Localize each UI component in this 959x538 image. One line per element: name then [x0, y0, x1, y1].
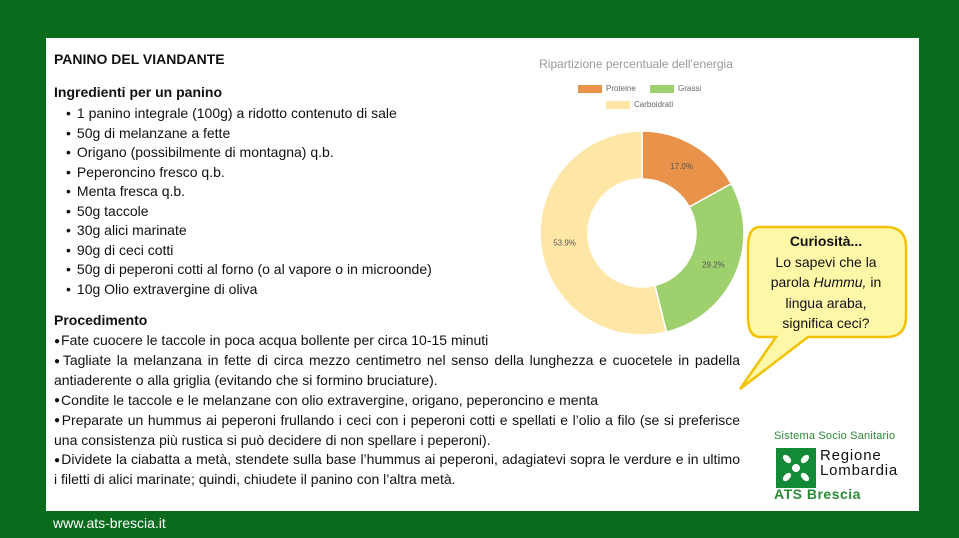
ingredient-item: • 1 panino integrale (100g) a ridotto contenuto di sale	[66, 104, 432, 124]
region-line: Regione	[820, 447, 882, 464]
procedure-step	[54, 391, 740, 411]
legend-label: Grassi	[678, 84, 702, 93]
curiosity-line: Lo sapevi che la	[775, 253, 877, 270]
donut-label-carboidrati: 53.9%	[553, 238, 576, 248]
ingredient-item: • Menta fresca q.b.	[66, 182, 432, 202]
bullet-icon: ●	[54, 355, 62, 367]
region-line: Lombardia	[820, 462, 899, 479]
chart-title: Ripartizione percentuale dell'energia	[539, 57, 733, 71]
curiosity-italic-word: Hummu,	[813, 274, 867, 290]
bullet-icon: ●	[54, 335, 61, 347]
procedure-step-text: Dividete la ciabatta a metà, stendete sulla base l’hummus ai peperoni, adagiatevi sopra le verdure e in ultimo i filetti di alici marinate; quindi, chiudete il panino con l’altra metà.	[54, 451, 740, 488]
regione-lombardia-emblem-icon	[776, 448, 816, 488]
regione-lombardia-name	[820, 448, 898, 478]
curiosity-line	[756, 272, 896, 293]
ingredient-item: • 30g alici marinate	[66, 221, 432, 241]
ats-logo	[774, 430, 914, 502]
legend-label: Proteine	[606, 84, 636, 93]
ingredient-item: • 50g di peperoni cotti al forno (o al vapore o in microonde)	[66, 260, 432, 280]
ingredients-list	[66, 104, 432, 299]
curiosity-text-part: in	[866, 274, 882, 290]
curiosity-heading: Curiosità...	[789, 233, 863, 249]
bullet-icon: ●	[54, 454, 61, 466]
bullet-icon: ●	[54, 395, 61, 407]
curiosity-text	[756, 231, 896, 334]
procedure-step-text: Condite le taccole e le melanzane con olio extravergine, origano, peperoncino e menta	[61, 391, 599, 408]
procedure-step-text: Fate cuocere le taccole in poca acqua bollente per circa 10-15 minuti	[61, 332, 489, 348]
ingredient-item: • Peperoncino fresco q.b.	[66, 163, 432, 183]
ingredient-item: • Origano (possibilmente di montagna) q.b.	[66, 143, 432, 163]
ingredients-heading: Ingredienti per un panino	[54, 84, 222, 100]
ingredient-item: • 50g di melanzane a fette	[66, 124, 432, 144]
donut-slice-grassi	[655, 184, 744, 332]
bullet-icon: ●	[54, 415, 61, 427]
curiosity-text-part: parola	[770, 274, 814, 290]
curiosity-line: significa ceci?	[782, 315, 870, 331]
procedure-steps	[54, 331, 740, 490]
recipe-title: PANINO DEL VIANDANTE	[54, 51, 225, 67]
ingredient-item: • 10g Olio extravergine di oliva	[66, 280, 432, 300]
curiosity-line: lingua araba,	[785, 294, 867, 311]
ingredient-item: • 50g taccole	[66, 202, 432, 222]
legend-label: Carboidrati	[634, 100, 674, 109]
procedure-step-text: Tagliate la melanzana in fette di circa mezzo centimetro nel senso della lunghezza e cuocetele in padella antiaderente o alla griglia (evitando che si formino bruciature).	[54, 352, 740, 389]
procedure-step	[54, 351, 740, 391]
procedure-step	[54, 450, 740, 490]
procedure-heading: Procedimento	[54, 312, 148, 328]
ats-brescia-label: ATS Brescia	[774, 486, 861, 502]
donut-label-grassi: 29.2%	[702, 260, 725, 270]
ingredient-item: • 90g di ceci cotti	[66, 241, 432, 261]
curiosity-bubble	[738, 225, 918, 395]
footer-website-link[interactable]: www.ats-brescia.it	[53, 515, 166, 531]
procedure-step	[54, 411, 740, 451]
procedure-step-text: Preparate un hummus ai peperoni frullando i ceci con i peperoni cotti e spellati e l’olio a filo (se si preferisce una consistenza più rustica si può decidere di non spellare i peperoni).	[54, 411, 740, 448]
recipe-card	[46, 38, 919, 511]
sistema-socio-sanitario-label: Sistema Socio Sanitario	[774, 430, 896, 442]
donut-label-proteine: 17.0%	[670, 161, 694, 171]
